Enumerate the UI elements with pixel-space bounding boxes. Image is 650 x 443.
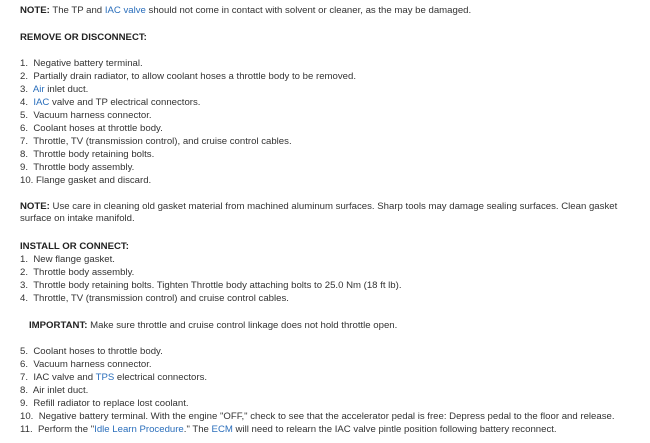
list-item: 3. Throttle body retaining bolts. Tighten Throttle body attaching bolts to 25.0 Nm (18 ft lb).	[20, 280, 402, 291]
install-heading: INSTALL OR CONNECT:	[20, 241, 129, 252]
note-label: NOTE:	[20, 201, 50, 212]
remove-heading: REMOVE OR DISCONNECT:	[20, 32, 147, 43]
note-text: Use care in cleaning old gasket material from machined aluminum surfaces. Sharp tools may damage sealing surfaces. Clean gasket surface on intake manifold.	[20, 201, 618, 224]
list-item: 8. Throttle body retaining bolts.	[20, 149, 155, 160]
iac-valve-link[interactable]: IAC valve	[104, 5, 146, 16]
list-item: 6. Vacuum harness connector.	[20, 359, 152, 370]
list-item: 6. Coolant hoses at throttle body.	[20, 123, 163, 134]
list-item: 9. Throttle body assembly.	[20, 162, 135, 173]
note-text: should not come in contact with solvent or cleaner, as the may be damaged.	[145, 5, 472, 16]
list-item: 5. Vacuum harness connector.	[20, 110, 152, 121]
list-item: 11. Perform the "Idle Learn Procedure." The ECM will need to relearn the IAC valve pintle position following battery reconnect.	[20, 424, 557, 435]
note-label: NOTE:	[20, 5, 50, 16]
list-item: 9. Refill radiator to replace lost coolant.	[20, 398, 189, 409]
list-item: 8. Air inlet duct.	[20, 385, 89, 396]
list-item: 1. Negative battery terminal.	[20, 58, 143, 69]
note-paragraph	[20, 201, 645, 225]
list-item: 7. IAC valve and TPS electrical connectors.	[20, 372, 208, 383]
list-item: 2. Partially drain radiator, to allow coolant hoses a throttle body to be removed.	[20, 71, 356, 82]
list-item: 3. Air inlet duct.	[20, 84, 89, 95]
air-link[interactable]: Air	[32, 84, 45, 95]
iac-link[interactable]: IAC	[33, 97, 50, 108]
list-item: 4. IAC valve and TP electrical connectors.	[20, 97, 201, 108]
important-text: Make sure throttle and cruise control linkage does not hold throttle open.	[90, 320, 398, 331]
list-item: 2. Throttle body assembly.	[20, 267, 135, 278]
important-paragraph	[29, 320, 397, 332]
note-text: The TP and	[52, 5, 105, 16]
list-item: 1. New flange gasket.	[20, 254, 115, 265]
list-item: 10. Flange gasket and discard.	[20, 175, 152, 186]
list-item: 4. Throttle, TV (transmission control) and cruise control cables.	[20, 293, 289, 304]
note-paragraph	[20, 5, 471, 17]
list-item: 5. Coolant hoses to throttle body.	[20, 346, 163, 357]
list-item: 10. Negative battery terminal. With the engine "OFF," check to see that the accelerator pedal is free: Depress pedal to the floor and release.	[20, 411, 615, 422]
tps-link[interactable]: TPS	[95, 372, 115, 383]
ecm-link[interactable]: ECM	[211, 424, 233, 435]
list-item: 7. Throttle, TV (transmission control), and cruise control cables.	[20, 136, 292, 147]
idle-learn-procedure-link[interactable]: Idle Learn Procedure	[94, 424, 184, 435]
important-label: IMPORTANT:	[29, 320, 88, 331]
